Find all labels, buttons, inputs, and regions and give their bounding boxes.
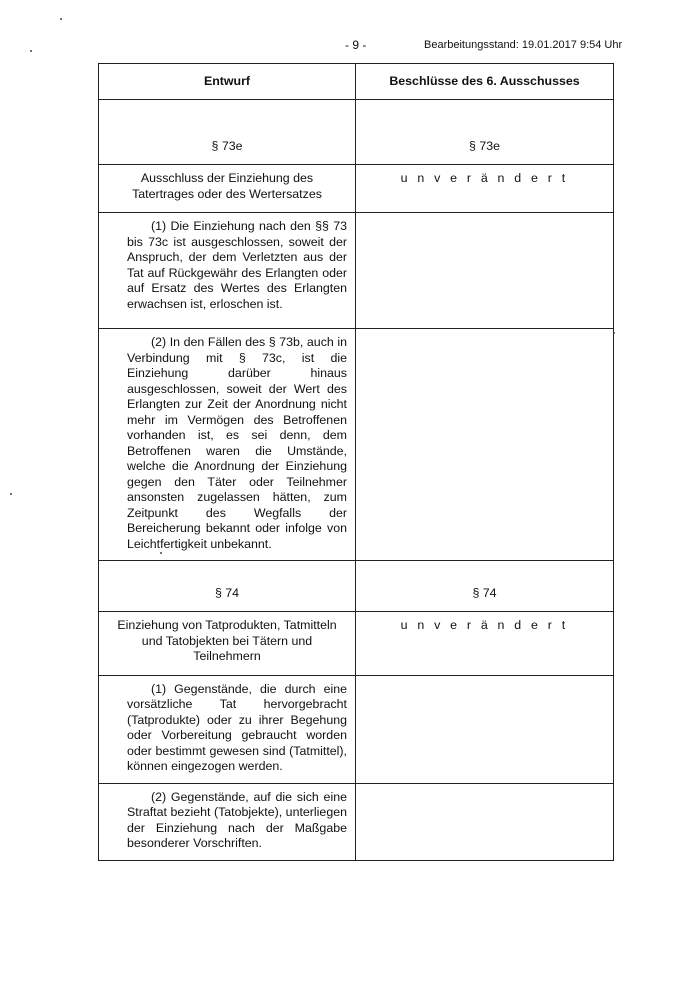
column-header-draft: Entwurf — [99, 64, 356, 100]
scan-speck — [30, 50, 32, 52]
empty-cell — [356, 783, 614, 860]
paragraph-cell — [99, 329, 356, 561]
table-row — [99, 612, 614, 676]
table-row — [99, 675, 614, 783]
table-row — [99, 783, 614, 860]
empty-cell — [356, 675, 614, 783]
paragraph-text: (1) Die Einziehung nach den §§ 73 bis 73c ist ausgeschlossen, soweit der Anspruch, der dem Verletzten aus der Tat auf Rückgewähr des Erlangten oder auf Ersatz des Wertes des Erlangten erwachsen ist, erloschen ist. — [127, 219, 347, 311]
paragraph-text: (2) In den Fällen des § 73b, auch in Verbindung mit § 73c, ist die Einziehung darüber hinaus ausgeschlossen, soweit der Wert des Erlangten zur Zeit der Anordnung nicht mehr im Vermögen des Betroffenen vorhanden ist, es sei denn, dem Betroffenen waren die Umstände, welche die Anordnung der Einziehung gegen den Täter oder Teilnehmer ansonsten zugelassen hätten, zum Zeitpunkt des Wegfalls der Bereicherung bekannt oder infolge von Leichtfertigkeit unbekannt. — [127, 335, 347, 551]
table-row — [99, 165, 614, 213]
paragraph-cell — [99, 213, 356, 329]
paragraph-text: (2) Gegenstände, auf die sich eine Straftat bezieht (Tatobjekte), unterliegen der Einziehung nach der Maßgabe besonderer Vorschriften. — [127, 789, 347, 850]
unchanged-note: u n v e r ä n d e r t — [356, 612, 614, 676]
unchanged-note: u n v e r ä n d e r t — [356, 165, 614, 213]
scan-speck — [160, 552, 162, 554]
paragraph-cell — [99, 675, 356, 783]
comparison-table — [98, 63, 614, 861]
paragraph-cell — [99, 783, 356, 860]
table-row — [99, 329, 614, 561]
paragraph-text: (1) Gegenstände, die durch eine vorsätzliche Tat hervorgebracht (Tatprodukte) oder zu ihrer Begehung oder Vorbereitung gebraucht worden oder bestimmt gewesen sind (Tatmittel), können eingezogen werden. — [127, 681, 347, 773]
table-header-row — [99, 64, 614, 100]
revision-status: Bearbeitungsstand: 19.01.2017 9:54 Uhr — [424, 39, 623, 51]
column-header-committee: Beschlüsse des 6. Ausschusses — [356, 64, 614, 100]
empty-cell — [356, 329, 614, 561]
table-row — [99, 100, 614, 165]
section-number-left: § 74 — [99, 561, 356, 612]
section-title: Ausschluss der Einziehung des Tatertrages oder des Wertersatzes — [99, 165, 356, 213]
table-row — [99, 213, 614, 329]
section-number-right: § 74 — [356, 561, 614, 612]
section-number-left: § 73e — [99, 100, 356, 165]
section-number-right: § 73e — [356, 100, 614, 165]
table-row — [99, 561, 614, 612]
scan-speck — [60, 18, 62, 20]
page-number: - 9 - — [345, 38, 367, 52]
scan-speck — [10, 493, 12, 495]
section-title: Einziehung von Tatprodukten, Tatmitteln und Tatobjekten bei Tätern und Teilnehmern — [99, 612, 356, 676]
page-header — [0, 38, 700, 54]
empty-cell — [356, 213, 614, 329]
scan-speck — [613, 332, 615, 334]
